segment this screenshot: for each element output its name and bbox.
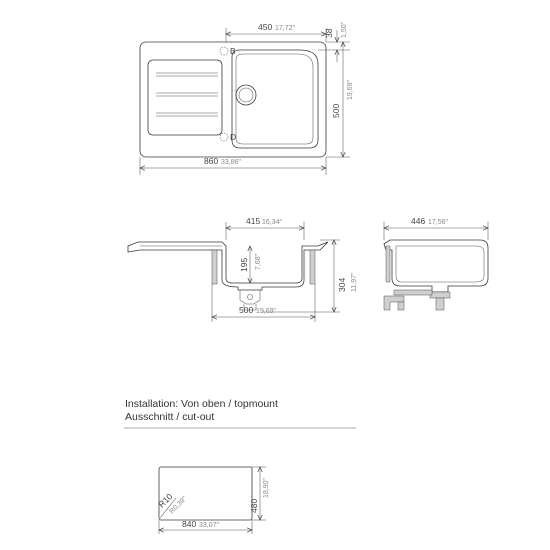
dim-side-width-in: 17,56" [428, 219, 449, 226]
side-section-view [384, 216, 488, 310]
overflow-pipe-icon [386, 246, 390, 282]
side-profile [384, 240, 488, 292]
installation-line-2: Ausschnitt / cut-out [125, 411, 215, 423]
bowl-inner [236, 54, 313, 144]
dim-cutout-height-in: 18,90" [263, 477, 270, 498]
cutout-view [156, 467, 270, 534]
dim-base-width-in: 19,69" [256, 308, 277, 315]
drainboard [148, 60, 222, 135]
dim-base-width: 500 [239, 305, 254, 315]
marker-d: D [230, 132, 237, 142]
trap-icon [430, 292, 450, 298]
dim-cutout-width-in: 33,07" [199, 522, 220, 529]
marker-b: B [230, 46, 236, 56]
overflow-d-icon [220, 133, 228, 141]
dim-bowl-width: 450 [258, 22, 273, 32]
dim-cutout-height: 480 [249, 498, 259, 513]
dim-bowl-width-in: 17,72" [275, 25, 296, 32]
support-right [310, 250, 315, 284]
dim-overall-width-in: 33,86" [221, 159, 242, 166]
drain-inner-icon [239, 88, 253, 102]
dim-overall-height-in: 11,97" [351, 272, 358, 292]
dim-rim-offset: 38 [324, 28, 334, 38]
tap-hole-b-icon [220, 47, 228, 55]
dim-bowl-width-section-in: 16,34" [262, 219, 283, 226]
dim-overall-depth: 500 [331, 103, 341, 118]
bowl-outline [232, 50, 318, 148]
dim-overall-depth-in: 19,69" [347, 79, 354, 100]
support-left [212, 250, 217, 284]
dim-rim-offset-in: 1,50" [341, 21, 348, 38]
dim-overall-width: 860 [204, 156, 219, 166]
dim-radius-in: R0,39" [168, 495, 189, 516]
installation-notes [124, 398, 356, 428]
installation-line-1: Installation: Von oben / topmount [125, 398, 278, 410]
dim-overall-height: 304 [337, 277, 347, 292]
rim-profile [128, 242, 328, 290]
top-view [140, 21, 354, 175]
dim-radius: R10 [156, 491, 175, 510]
dim-bowl-depth: 195 [239, 257, 249, 272]
dim-cutout-width: 840 [182, 519, 197, 529]
dim-side-width: 446 [411, 216, 426, 226]
dim-bowl-width-section: 415 [246, 216, 261, 226]
front-section-view [128, 216, 358, 322]
dim-bowl-depth-in: 7,68" [255, 253, 262, 270]
